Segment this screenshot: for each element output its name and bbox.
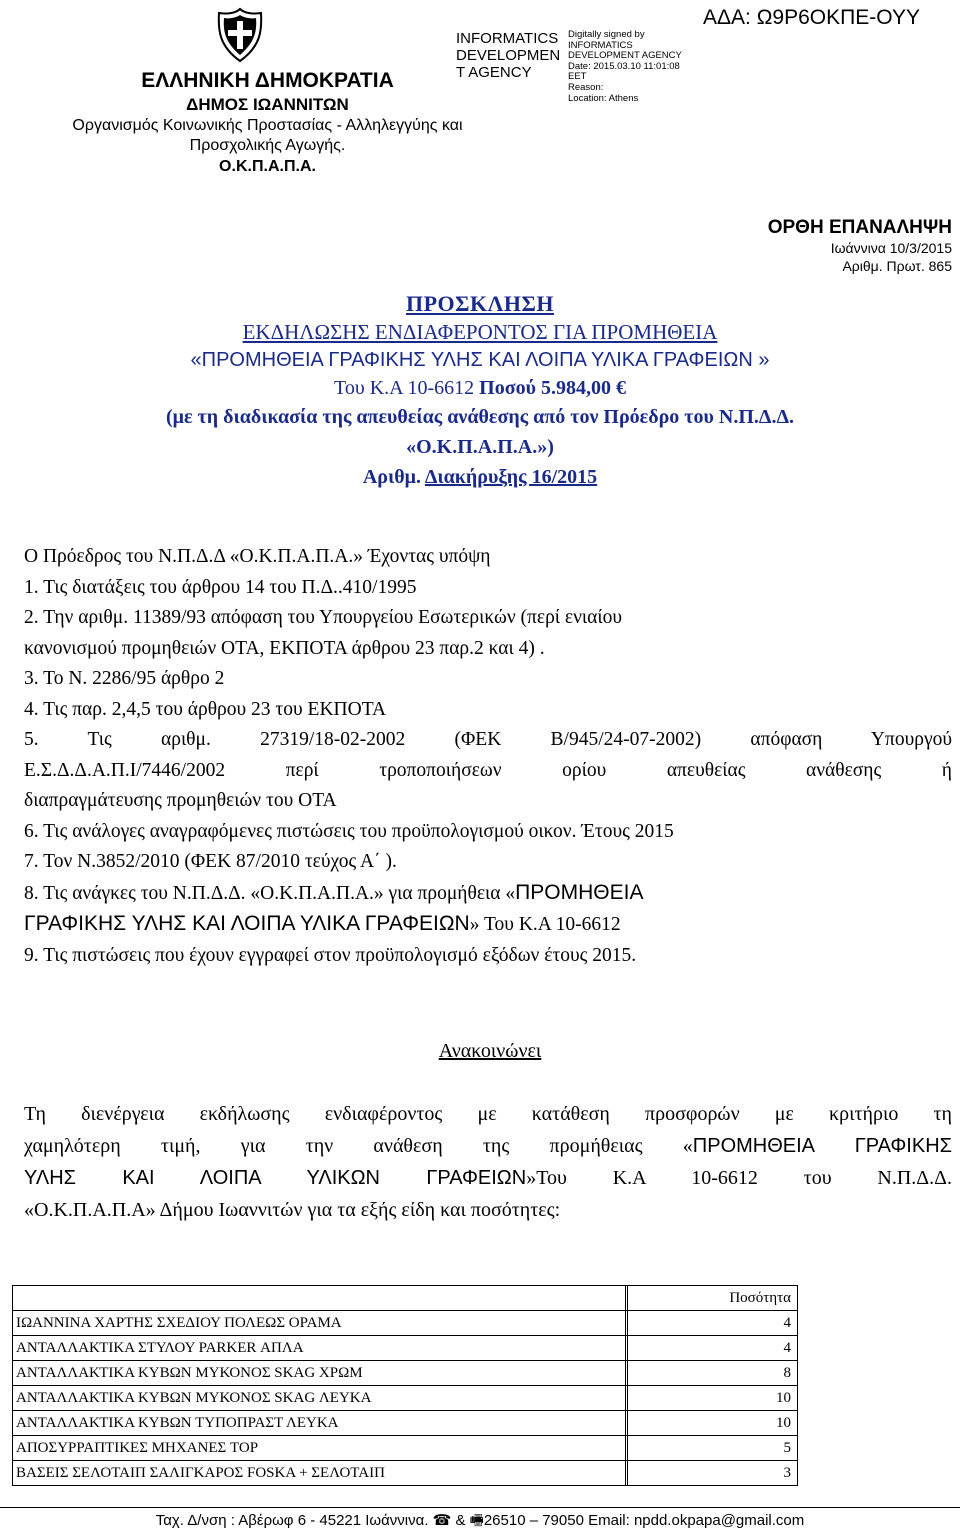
signature-name-line: DEVELOPMEN xyxy=(456,47,561,64)
invitation-title: ΠΡΟΣΚΛΗΣΗ xyxy=(405,291,555,316)
consideration-item-continuation: διαπραγμάτευσης προμηθειών του ΟΤΑ xyxy=(24,790,337,811)
consideration-item: 4. Τις παρ. 2,4,5 του άρθρου 23 του ΕΚΠΟΤΑ xyxy=(24,698,387,720)
item-name: ΑΠΟΣΥΡΡΑΠΤΙΚΕΣ ΜΗΧΑΝΕΣ TOP xyxy=(13,1436,626,1461)
consideration-item-text: » Του Κ.Α 10-6612 xyxy=(469,914,621,935)
declaration-prefix: Αριθμ. xyxy=(362,466,425,488)
footer-divider xyxy=(0,1507,960,1508)
invitation-subject: «ΠΡΟΜΗΘΕΙΑ ΓΡΑΦΙΚΗΣ ΥΛΗΣ ΚΑΙ ΛΟΙΠΑ ΥΛΙΚΑ ΓΡΑΦΕΙΩΝ » xyxy=(190,349,770,371)
correction-title: ΟΡΘΗ ΕΠΑΝΑΛΗΨΗ xyxy=(767,217,952,238)
signature-detail-line: Reason: xyxy=(568,81,604,93)
consideration-item: 5. Τις αριθμ. 27319/18-02-2002 (ΦΕΚ Β/945/24-07-2002) απόφαση Υπουργού xyxy=(24,729,952,750)
consideration-item: 9. Τις πιστώσεις που έχουν εγγραφεί στον προϋπολογισμό εξόδων έτους 2015. xyxy=(24,944,637,966)
table-row xyxy=(13,1311,798,1336)
item-name: ΑΝΤΑΛΛΑΚΤΙΚΑ ΚΥΒΩΝ ΤΥΠΟΠΡΑΣΤ ΛΕΥΚΑ xyxy=(13,1411,626,1436)
table-header-quantity: Ποσότητα xyxy=(628,1286,798,1311)
country-name: ΕΛΛΗΝΙΚΗ ΔΗΜΟΚΡΑΤΙΑ xyxy=(141,69,394,92)
table-row xyxy=(13,1436,798,1461)
table-row xyxy=(13,1361,798,1386)
announcement-text: χαμηλότερη τιμή, για την ανάθεση της προμήθειας « xyxy=(24,1135,693,1157)
items-table xyxy=(12,1285,798,1486)
signature-detail-line: Location: Athens xyxy=(568,92,639,104)
municipality-name: ΔΗΜΟΣ ΙΩΑΝΝΙΤΩΝ xyxy=(186,95,349,114)
table-row xyxy=(13,1461,798,1486)
document-date: Ιωάννινα 10/3/2015 xyxy=(830,240,952,256)
consideration-item: 1. Τις διατάξεις του άρθρου 14 του Π.Δ..410/1995 xyxy=(24,576,417,598)
consideration-item-continuation xyxy=(24,909,952,941)
table-row xyxy=(13,1411,798,1436)
table-row xyxy=(13,1386,798,1411)
consideration-item-continuation: κανονισμού προμηθειών ΟΤΑ, ΕΚΠΟΤΑ άρθρου 23 παρ.2 και 4) . xyxy=(24,637,545,659)
item-quantity: 4 xyxy=(628,1336,798,1361)
announcement-line: «Ο.Κ.Π.Α.Π.Α» Δήμου Ιωαννιτών για τα εξής είδη και ποσότητες: xyxy=(24,1199,561,1221)
consideration-item xyxy=(24,878,952,910)
announcement-text: »Του Κ.Α 10-6612 του Ν.Π.Δ.Δ. xyxy=(526,1167,952,1189)
announcement-line xyxy=(24,1162,952,1194)
consideration-item: 7. Τον Ν.3852/2010 (ΦΕΚ 87/2010 τεύχος Α΄ ). xyxy=(24,851,397,872)
document-meta xyxy=(768,216,952,275)
item-name: ΒΑΣΕΙΣ ΣΕΛΟΤΑΙΠ ΣΑΛΙΓΚΑΡΟΣ FOSKA + ΣΕΛΟΤΑΙΠ xyxy=(13,1461,626,1486)
issuer-header xyxy=(10,68,525,178)
protocol-number: Αριθμ. Πρωτ. 865 xyxy=(842,258,952,274)
signature-detail-line: Digitally signed by xyxy=(568,29,645,40)
table-header-cell xyxy=(13,1286,626,1311)
invitation-declaration xyxy=(0,462,960,492)
signature-detail-line: INFORMATICS xyxy=(568,39,633,51)
consideration-item: 3. Το Ν. 2286/95 άρθρο 2 xyxy=(24,668,225,689)
invitation-organization: «Ο.Κ.Π.Α.Π.Α.») xyxy=(406,436,554,458)
organization-abbreviation: Ο.Κ.Π.Α.Π.Α. xyxy=(219,158,316,175)
consideration-item: 2. Την αριθμ. 11389/93 απόφαση του Υπουργείου Εσωτερικών (περί ενιαίου xyxy=(24,607,623,628)
item-quantity: 10 xyxy=(628,1386,798,1411)
item-name: ΙΩΑΝΝΙΝΑ ΧΑΡΤΗΣ ΣΧΕΔΙΟΥ ΠΟΛΕΩΣ ΟΡΑΜΑ xyxy=(13,1311,626,1336)
consideration-item: 6. Τις ανάλογες αναγραφόμενες πιστώσεις του προϋπολογισμού οικον. Έτους 2015 xyxy=(24,820,674,842)
item-name: ΑΝΤΑΛΛΑΚΤΙΚΑ ΚΥΒΩΝ ΜΥΚΟΝΟΣ SKAG ΛΕΥΚΑ xyxy=(13,1386,626,1411)
declaration-number: Διακήρυξης 16/2015 xyxy=(424,466,598,488)
digital-signature-name xyxy=(456,30,566,81)
item-quantity: 3 xyxy=(628,1461,798,1486)
considerations-intro: Ο Πρόεδρος του Ν.Π.Δ.Δ «Ο.Κ.Π.Α.Π.Α.» Έχοντας υπόψη xyxy=(24,546,491,567)
invitation-procedure: (με τη διαδικασία της απευθείας ανάθεσης από τον Πρόεδρο του Ν.Π.Δ.Δ. xyxy=(166,406,794,428)
budget-code: Του Κ.Α 10-6612 xyxy=(333,377,480,399)
signature-name-line: T AGENCY xyxy=(456,64,532,81)
ada-code: ΑΔΑ: Ω9Ρ6ΟΚΠΕ-ΟΥΥ xyxy=(703,6,920,29)
signature-name-line: INFORMATICS xyxy=(456,30,559,47)
invitation-subtitle: ΕΚΔΗΛΩΣΗΣ ΕΝΔΙΑΦΕΡΟΝΤΟΣ ΓΙΑ ΠΡΟΜΗΘΕΙΑ xyxy=(242,320,718,344)
invitation-title-block xyxy=(0,290,960,492)
item-name: ΑΝΤΑΛΛΑΚΤΙΚΑ ΣΤΥΛΟΥ PARKER ΑΠΛΑ xyxy=(13,1336,626,1361)
digital-signature-details xyxy=(568,30,688,104)
item-quantity: 5 xyxy=(628,1436,798,1461)
organization-line-2: Προσχολικής Αγωγής. xyxy=(189,137,346,154)
signature-detail-line: Date: 2015.03.10 11:01:08 xyxy=(568,60,680,72)
item-name: ΑΝΤΑΛΛΑΚΤΙΚΑ ΚΥΒΩΝ ΜΥΚΟΝΟΣ SKAG ΧΡΩΜ xyxy=(13,1361,626,1386)
table-row xyxy=(13,1336,798,1361)
item-quantity: 8 xyxy=(628,1361,798,1386)
signature-detail-line: DEVELOPMENT AGENCY xyxy=(568,50,682,62)
announcement-line: Τη διενέργεια εκδήλωσης ενδιαφέροντος με κατάθεση προσφορών με κριτήριο τη xyxy=(24,1103,952,1125)
organization-line-1: Οργανισμός Κοινωνικής Προστασίας - Αλληλεγγύης και xyxy=(72,117,463,134)
footer-contact: Ταχ. Δ/νση : Αβέρωφ 6 - 45221 Ιωάννινα. ☎ & 🖷26510 – 79050 Email: npdd.okpapa@gmail.com xyxy=(155,1512,805,1529)
announcement-line xyxy=(24,1130,952,1162)
table-header-row xyxy=(13,1286,798,1311)
consideration-item-emphasis: ΓΡΑΦΙΚΗΣ ΥΛΗΣ ΚΑΙ ΛΟΙΠΑ ΥΛΙΚΑ ΓΡΑΦΕΙΩΝ xyxy=(24,912,470,935)
considerations-list xyxy=(24,542,952,971)
signature-detail-line: EET xyxy=(568,71,587,83)
invitation-code-amount xyxy=(0,374,960,402)
consideration-item-emphasis: ΠΡΟΜΗΘΕΙΑ xyxy=(515,880,644,904)
item-quantity: 10 xyxy=(628,1411,798,1436)
announcement-emphasis: ΥΛΗΣ ΚΑΙ ΛΟΙΠΑ ΥΛΙΚΩΝ ΓΡΑΦΕΙΩΝ xyxy=(24,1167,527,1189)
budget-amount: Ποσού 5.984,00 € xyxy=(479,377,626,399)
announcement-body xyxy=(24,1098,952,1226)
consideration-item-text: 8. Τις ανάγκες του Ν.Π.Δ.Δ. «Ο.Κ.Π.Α.Π.Α.» για προμήθεια « xyxy=(24,882,516,904)
greek-coat-of-arms-icon xyxy=(213,6,267,64)
item-quantity: 4 xyxy=(628,1311,798,1336)
announcement-emphasis: ΠΡΟΜΗΘΕΙΑ ΓΡΑΦΙΚΗΣ xyxy=(692,1135,952,1157)
announcement-heading: Ανακοινώνει xyxy=(438,1040,542,1062)
consideration-item-continuation: Ε.Σ.Δ.Δ.Α.Π.Ι/7446/2002 περί τροποποιήσεων ορίου απευθείας ανάθεσης ή xyxy=(24,759,952,781)
